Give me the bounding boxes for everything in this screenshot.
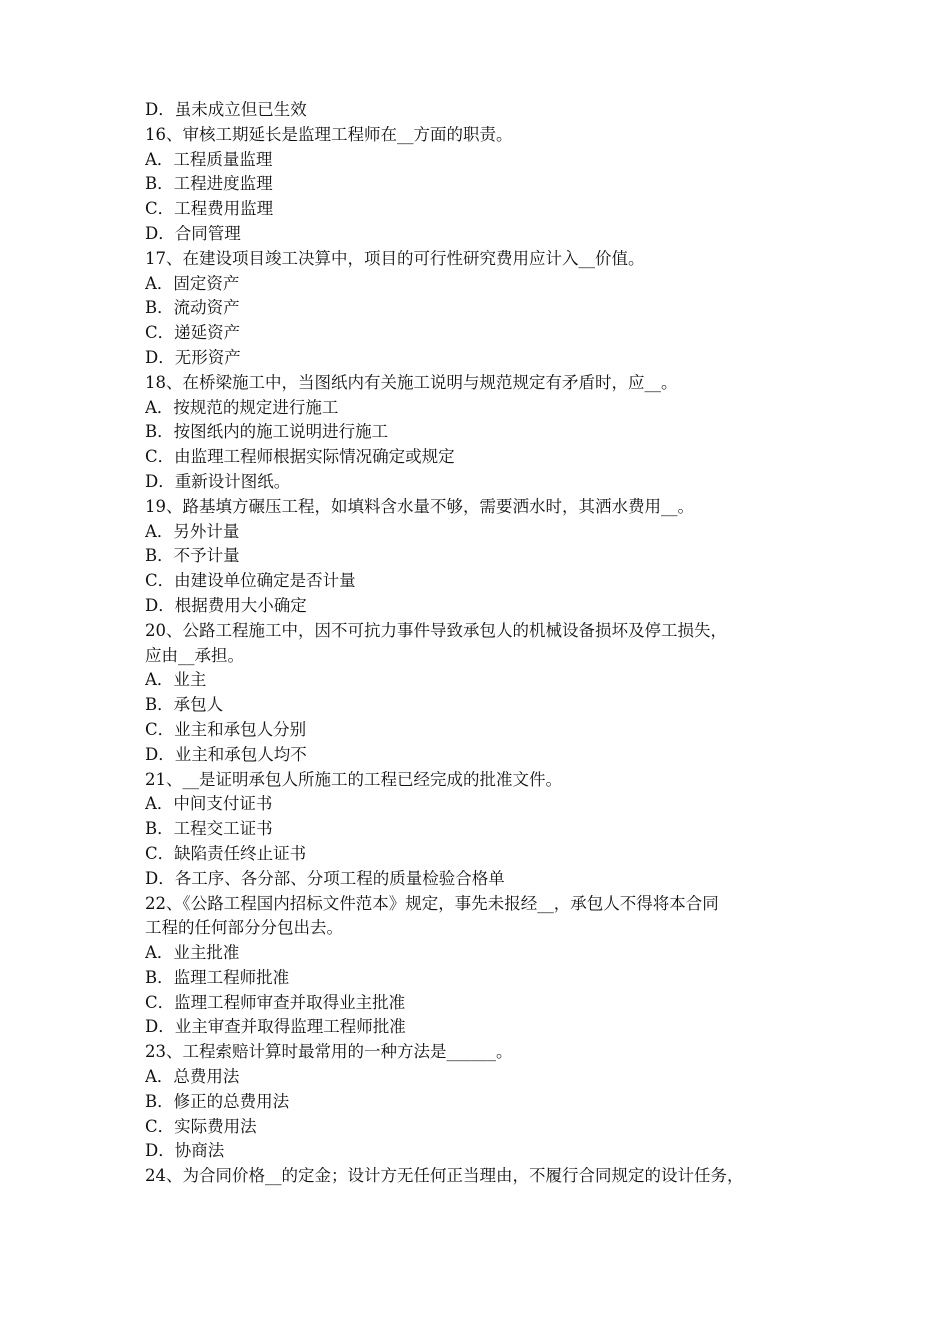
option-line: D．协商法 [145, 1141, 225, 1161]
option-line: B．修正的总费用法 [145, 1091, 290, 1111]
option-line: A．总费用法 [145, 1067, 240, 1087]
question-22: 22、《公路工程国内招标文件范本》规定，事先未报经__，承包人不得将本合同 [145, 893, 719, 913]
option-line: C．实际费用法 [145, 1116, 257, 1136]
option-line: C．工程费用监理 [145, 199, 274, 219]
option-line: C．业主和承包人分别 [145, 719, 307, 739]
question-16: 16、审核工期延长是监理工程师在__方面的职责。 [145, 124, 513, 144]
option-line: A．业主批准 [145, 943, 240, 963]
option-line: A．另外计量 [145, 521, 240, 541]
question-20-continued: 应由__承担。 [145, 645, 244, 665]
question-24: 24、为合同价格__的定金；设计方无任何正当理由，不履行合同规定的设计任务， [145, 1166, 744, 1186]
option-line: C．缺陷责任终止证书 [145, 843, 307, 863]
option-line: D．根据费用大小确定 [145, 595, 307, 615]
option-line: B．按图纸内的施工说明进行施工 [145, 422, 389, 442]
option-line: B．不予计量 [145, 546, 240, 566]
option-line: B．承包人 [145, 695, 224, 715]
question-23: 23、工程索赔计算时最常用的一种方法是______。 [145, 1042, 513, 1062]
option-line: C．由监理工程师根据实际情况确定或规定 [145, 447, 455, 467]
option-line: B．监理工程师批准 [145, 967, 290, 987]
option-line: C．由建设单位确定是否计量 [145, 571, 356, 591]
option-line: A．固定资产 [145, 273, 240, 293]
option-line: D．业主审查并取得监理工程师批准 [145, 1017, 406, 1037]
option-line: A．按规范的规定进行施工 [145, 397, 339, 417]
question-18: 18、在桥梁施工中，当图纸内有关施工说明与规范规定有矛盾时，应__。 [145, 372, 678, 392]
option-line: B．工程交工证书 [145, 819, 273, 839]
option-line: C．递延资产 [145, 323, 241, 343]
document-page [145, 98, 815, 1189]
text-line: D．虽未成立但已生效 [145, 100, 307, 119]
option-line: B．流动资产 [145, 298, 240, 318]
option-line: D．合同管理 [145, 223, 241, 243]
option-line: A．中间支付证书 [145, 794, 273, 814]
question-21: 21、__是证明承包人所施工的工程已经完成的批准文件。 [145, 769, 562, 789]
question-20: 20、公路工程施工中，因不可抗力事件导致承包人的机械设备损坏及停工损失， [145, 620, 727, 640]
option-line: D．业主和承包人均不 [145, 744, 307, 764]
option-line: A．业主 [145, 670, 207, 690]
question-17: 17、在建设项目竣工决算中，项目的可行性研究费用应计入__价值。 [145, 248, 645, 268]
option-line: D．重新设计图纸。 [145, 471, 291, 491]
option-line: D．无形资产 [145, 347, 241, 367]
question-19: 19、路基填方碾压工程，如填料含水量不够，需要洒水时，其洒水费用__。 [145, 496, 694, 516]
question-22-continued: 工程的任何部分分包出去。 [145, 918, 343, 938]
option-line: C．监理工程师审查并取得业主批准 [145, 992, 406, 1012]
option-line: A．工程质量监理 [145, 149, 273, 169]
option-line: B．工程进度监理 [145, 174, 273, 194]
option-line: D．各工序、各分部、分项工程的质量检验合格单 [145, 868, 505, 888]
